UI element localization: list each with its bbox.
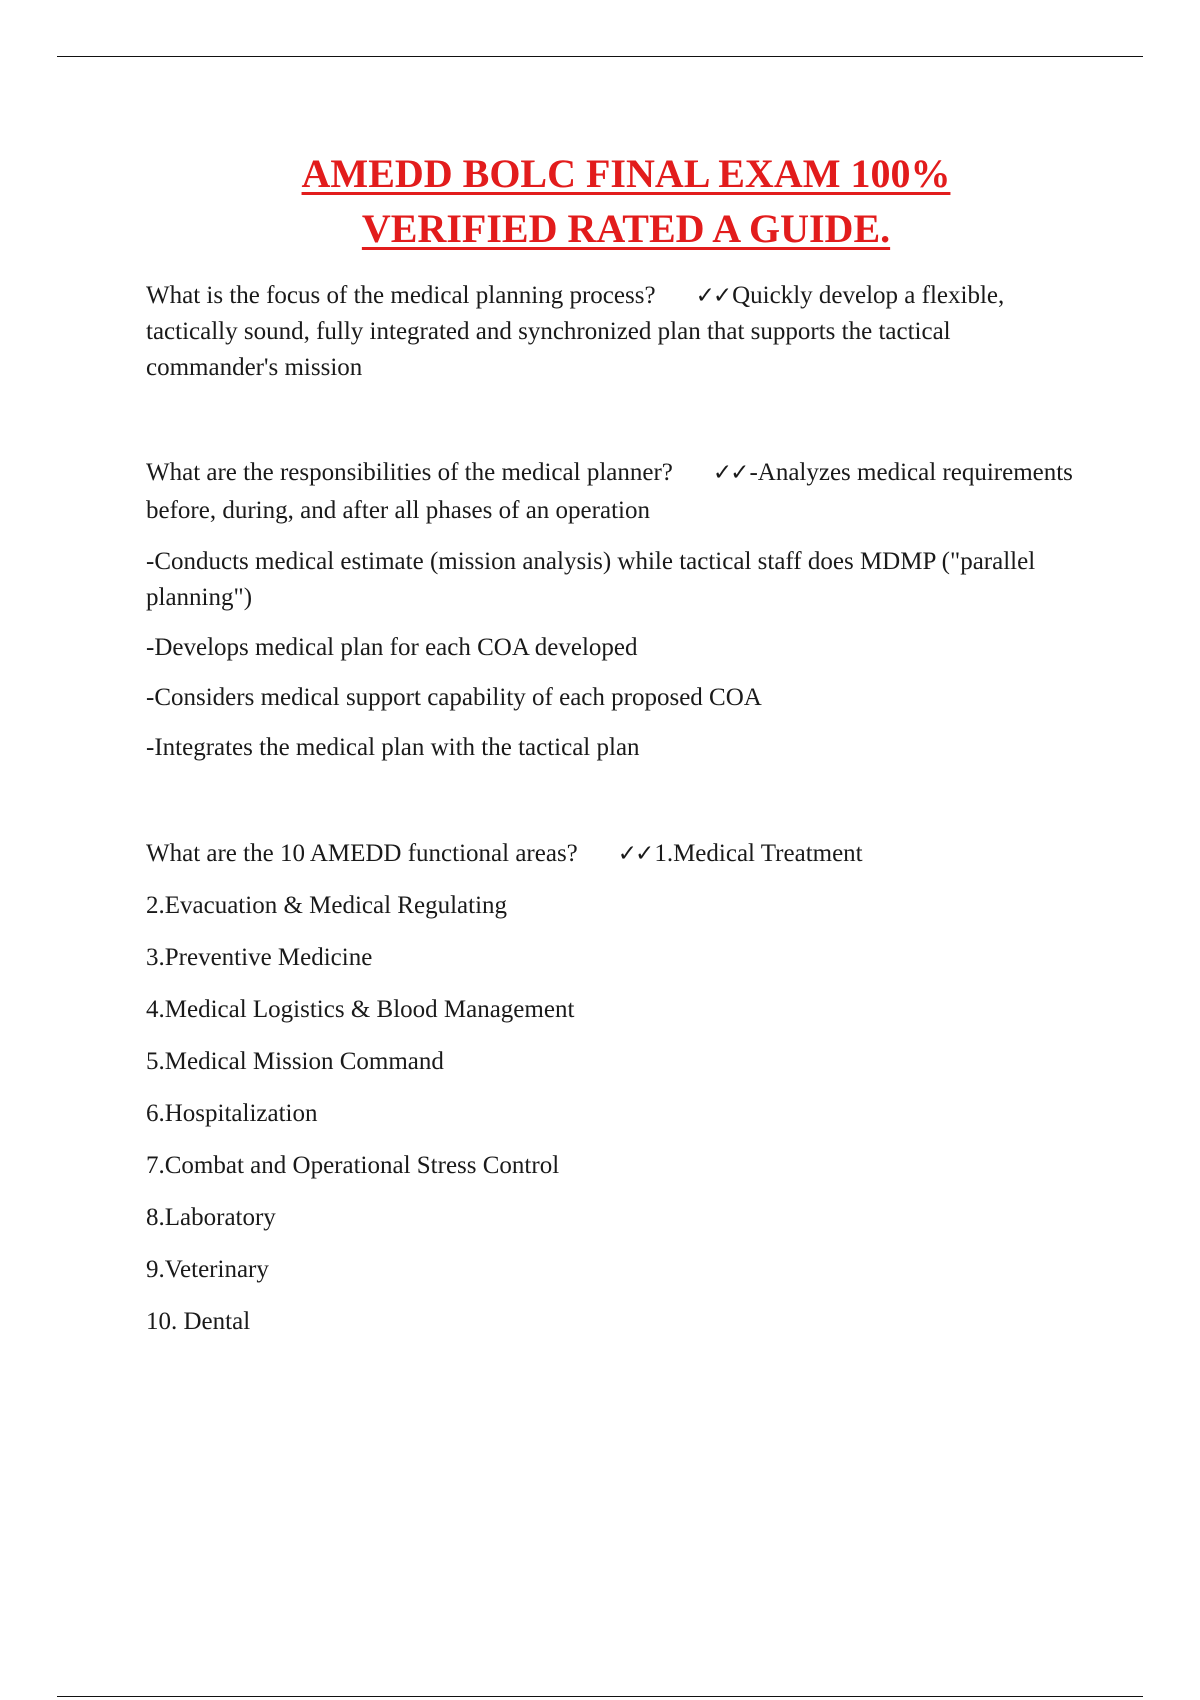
question-text: What are the responsibilities of the medical planner?: [146, 459, 673, 486]
qa-item-1: [146, 278, 1076, 386]
bottom-rule: [57, 1696, 1143, 1697]
qa-paragraph: [146, 278, 1076, 386]
title-line-2: VERIFIED RATED A GUIDE.: [361, 206, 891, 251]
list-item: 4.Medical Logistics & Blood Management: [146, 996, 575, 1023]
check-mark-icon: ✓✓: [695, 283, 731, 309]
answer-text: Quickly develop a flexible, tactically sound, fully integrated and synchronized plan that supports the tactical commander's mission: [146, 282, 1005, 381]
document-page: [146, 146, 1076, 1340]
qa-paragraph: [146, 836, 1076, 872]
answer-line: -Integrates the medical plan with the tactical plan: [146, 734, 640, 761]
question-text: What is the focus of the medical planning process?: [146, 282, 656, 309]
title-line-1: AMEDD BOLC FINAL EXAM 100%: [301, 151, 951, 196]
check-mark-icon: ✓✓: [617, 841, 653, 867]
check-mark-icon: ✓✓: [712, 460, 748, 486]
qa-item-2: [146, 454, 1076, 766]
qa-item-3: [146, 836, 1076, 1340]
list-item: 7.Combat and Operational Stress Control: [146, 1152, 560, 1179]
question-text: What are the 10 AMEDD functional areas?: [146, 840, 578, 867]
top-rule: [57, 56, 1143, 57]
answer-text: 1.Medical Treatment: [654, 840, 863, 867]
answer-line: -Considers medical support capability of each proposed COA: [146, 684, 762, 711]
list-item: 2.Evacuation & Medical Regulating: [146, 892, 508, 919]
list-item: 5.Medical Mission Command: [146, 1048, 444, 1075]
list-item: 9.Veterinary: [146, 1256, 269, 1283]
answer-line: -Develops medical plan for each COA developed: [146, 634, 638, 661]
list-item: 3.Preventive Medicine: [146, 944, 373, 971]
list-item: 10. Dental: [146, 1308, 251, 1335]
answer-line: -Conducts medical estimate (mission analysis) while tactical staff does MDMP ("parallel planning"): [146, 548, 1036, 611]
qa-paragraph: [146, 454, 1076, 530]
list-item: 6.Hospitalization: [146, 1100, 318, 1127]
list-item: 8.Laboratory: [146, 1204, 276, 1231]
document-title: [146, 146, 1106, 256]
answer-text: -Analyzes medical requirements before, during, and after all phases of an operation: [146, 459, 1073, 524]
